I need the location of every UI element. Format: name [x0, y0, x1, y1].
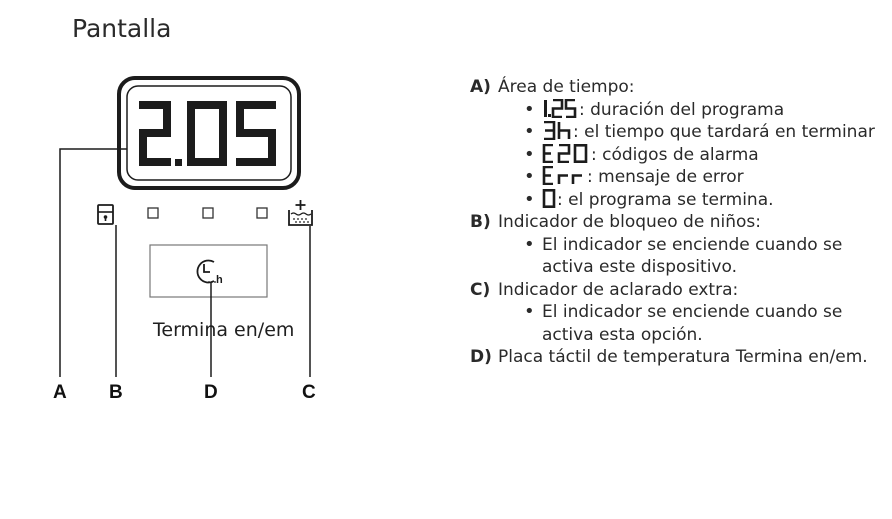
child-lock-icon: [98, 205, 113, 224]
display-digit-2: [139, 101, 171, 166]
indicator-square-icon: [148, 208, 158, 218]
seg-glyph-125: [542, 99, 578, 118]
termina-label: Termina en/em: [153, 319, 295, 341]
list-item: • : mensaje de error: [520, 166, 880, 189]
indicator-square-icon: [257, 208, 267, 218]
extra-rinse-icon: [289, 200, 312, 225]
svg-text:h: h: [216, 274, 223, 286]
callout-b: B: [109, 382, 123, 403]
indicator-square-icon: [203, 208, 213, 218]
legend-list-a: [498, 99, 880, 212]
legend-list-c: [498, 301, 880, 346]
legend-list-b: [498, 234, 880, 279]
legend-section-d: [470, 346, 880, 369]
leader-lines: [60, 149, 310, 377]
callout-d: D: [204, 382, 218, 403]
callout-c: C: [302, 382, 316, 403]
display-decimal-point: [175, 159, 182, 166]
callout-a: A: [53, 382, 67, 403]
list-item: • : el programa se termina.: [520, 189, 880, 212]
legend-heading-c: Indicador de aclarado extra:: [498, 279, 739, 300]
seg-glyph-0: [542, 189, 556, 208]
seg-glyph-3h: [542, 121, 572, 140]
list-item: • El indicador se enciende cuando se activa este dispositivo.: [520, 234, 880, 279]
legend-section-a: [470, 76, 880, 211]
legend-label-d: D): [470, 347, 492, 367]
display-digit-5: [236, 101, 276, 166]
legend-label-c: C): [470, 279, 491, 300]
display-digit-0: [187, 101, 227, 166]
list-item: • : duración del programa: [520, 99, 880, 122]
legend-label-b: B): [470, 212, 491, 232]
legend-heading-d: Placa táctil de temperatura Termina en/em.: [498, 347, 868, 367]
legend-section-c: [470, 279, 880, 347]
seg-glyph-e20: [542, 144, 590, 163]
page-title: Pantalla: [72, 14, 172, 43]
legend-heading-a: Área de tiempo:: [498, 77, 635, 97]
list-item: • : el tiempo que tardará en terminar: [520, 121, 880, 144]
end-time-touchpad: [150, 245, 267, 297]
end-time-icon: [197, 261, 223, 286]
list-item: • El indicador se enciende cuando se activa esta opción.: [520, 301, 880, 346]
seg-glyph-err: [542, 166, 586, 185]
legend-section-b: [470, 211, 880, 279]
legend-label-a: A): [470, 77, 491, 97]
legend-heading-b: Indicador de bloqueo de niños:: [498, 212, 761, 232]
legend: [470, 76, 880, 369]
list-item: • : códigos de alarma: [520, 144, 880, 167]
